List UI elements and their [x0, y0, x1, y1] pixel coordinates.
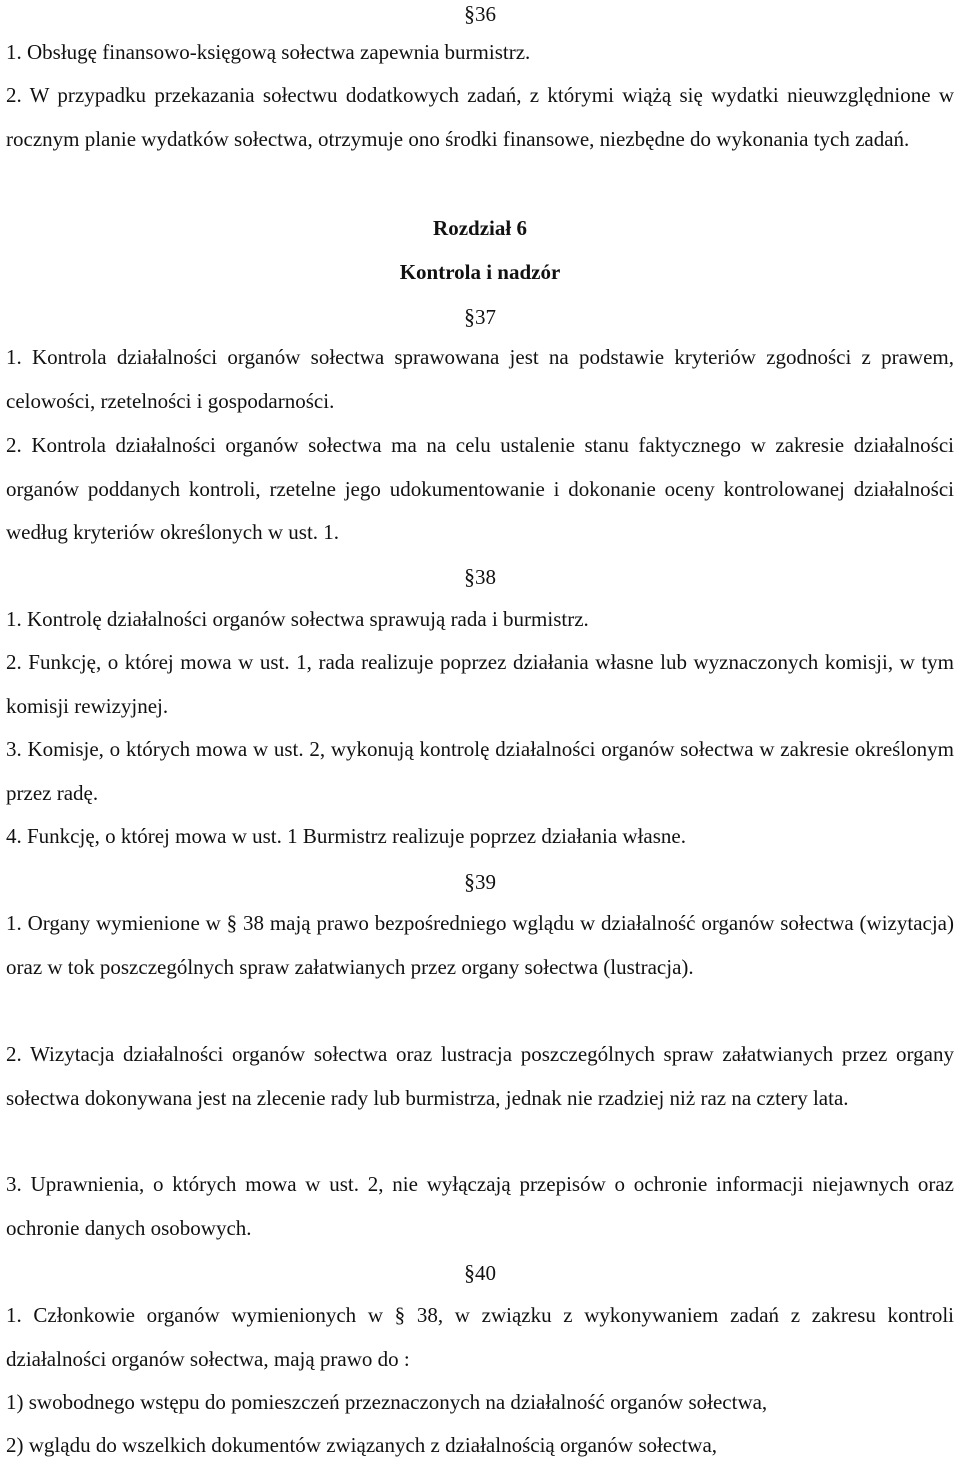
- chapter-title: Kontrola i nadzór: [399, 260, 561, 284]
- paragraph-36-2: 2. W przypadku przekazania sołectwu dodatkowych zadań, z którymi wiążą się wydatki nieuwzględnione w rocznym planie wydatków sołectwa, otrzymuje ono środki finansowe, niezbędne do wykonania tych zadań.: [6, 83, 954, 151]
- paragraph-38-4: 4. Funkcję, o której mowa w ust. 1 Burmistrz realizuje poprzez działania własne.: [6, 824, 686, 848]
- section-number: 39: [475, 870, 496, 894]
- section-number: 38: [475, 565, 496, 589]
- paragraph-40-1-item-2: 2) wglądu do wszelkich dokumentów związanych z działalnością organów sołectwa,: [6, 1433, 718, 1457]
- paragraph-39-2: 2. Wizytacja działalności organów sołectwa oraz lustracja poszczególnych spraw załatwianych przez organy sołectwa dokonywana jest na zlecenie rady lub burmistrza, jednak nie rzadziej niż raz na cztery lata.: [6, 1042, 954, 1110]
- section-sign-icon: §: [464, 304, 475, 329]
- paragraph-40-1-item-1: 1) swobodnego wstępu do pomieszczeń przeznaczonych na działalność organów sołectwa,: [6, 1390, 768, 1414]
- section-sign-icon: §: [464, 564, 475, 589]
- paragraph-37-1: 1. Kontrola działalności organów sołectwa sprawowana jest na podstawie kryteriów zgodności z prawem, celowości, rzetelności i gospodarności.: [6, 345, 954, 413]
- section-sign-icon: §: [464, 1260, 475, 1285]
- section-sign-icon: §: [464, 1, 475, 26]
- chapter-number: Rozdział 6: [433, 216, 527, 240]
- section-number: 37: [475, 305, 496, 329]
- paragraph-36-1: 1. Obsługę finansowo-księgową sołectwa zapewnia burmistrz.: [6, 40, 531, 64]
- paragraph-38-2: 2. Funkcję, o której mowa w ust. 1, rada realizuje poprzez działania własne lub wyznaczonych komisji, w tym komisji rewizyjnej.: [6, 650, 954, 718]
- paragraph-38-3: 3. Komisje, o których mowa w ust. 2, wykonują kontrolę działalności organów sołectwa w zakresie określonym przez radę.: [6, 737, 954, 805]
- section-number: 40: [475, 1261, 496, 1285]
- paragraph-38-1: 1. Kontrolę działalności organów sołectwa sprawują rada i burmistrz.: [6, 607, 589, 631]
- paragraph-39-1: 1. Organy wymienione w § 38 mają prawo bezpośredniego wglądu w działalność organów sołectwa (wizytacja) oraz w tok poszczególnych spraw załatwianych przez organy sołectwa (lustracja).: [6, 911, 954, 979]
- section-heading-39: [6, 871, 954, 893]
- paragraph-39-3: 3. Uprawnienia, o których mowa w ust. 2, nie wyłączają przepisów o ochronie informacji niejawnych oraz ochronie danych osobowych.: [6, 1172, 954, 1240]
- section-number: 36: [475, 2, 496, 26]
- section-heading-36: [6, 3, 954, 25]
- section-heading-38: [6, 566, 954, 588]
- section-sign-icon: §: [464, 869, 475, 894]
- section-heading-40: [6, 1262, 954, 1284]
- paragraph-37-2: 2. Kontrola działalności organów sołectwa ma na celu ustalenie stanu faktycznego w zakresie działalności organów poddanych kontroli, rzetelne jego udokumentowanie i dokonanie oceny kontrolowanej działalności według kryteriów określonych w ust. 1.: [6, 433, 954, 544]
- section-heading-37: [6, 306, 954, 328]
- paragraph-40-1: 1. Członkowie organów wymienionych w § 38, w związku z wykonywaniem zadań z zakresu kontroli działalności organów sołectwa, mają prawo do :: [6, 1303, 954, 1371]
